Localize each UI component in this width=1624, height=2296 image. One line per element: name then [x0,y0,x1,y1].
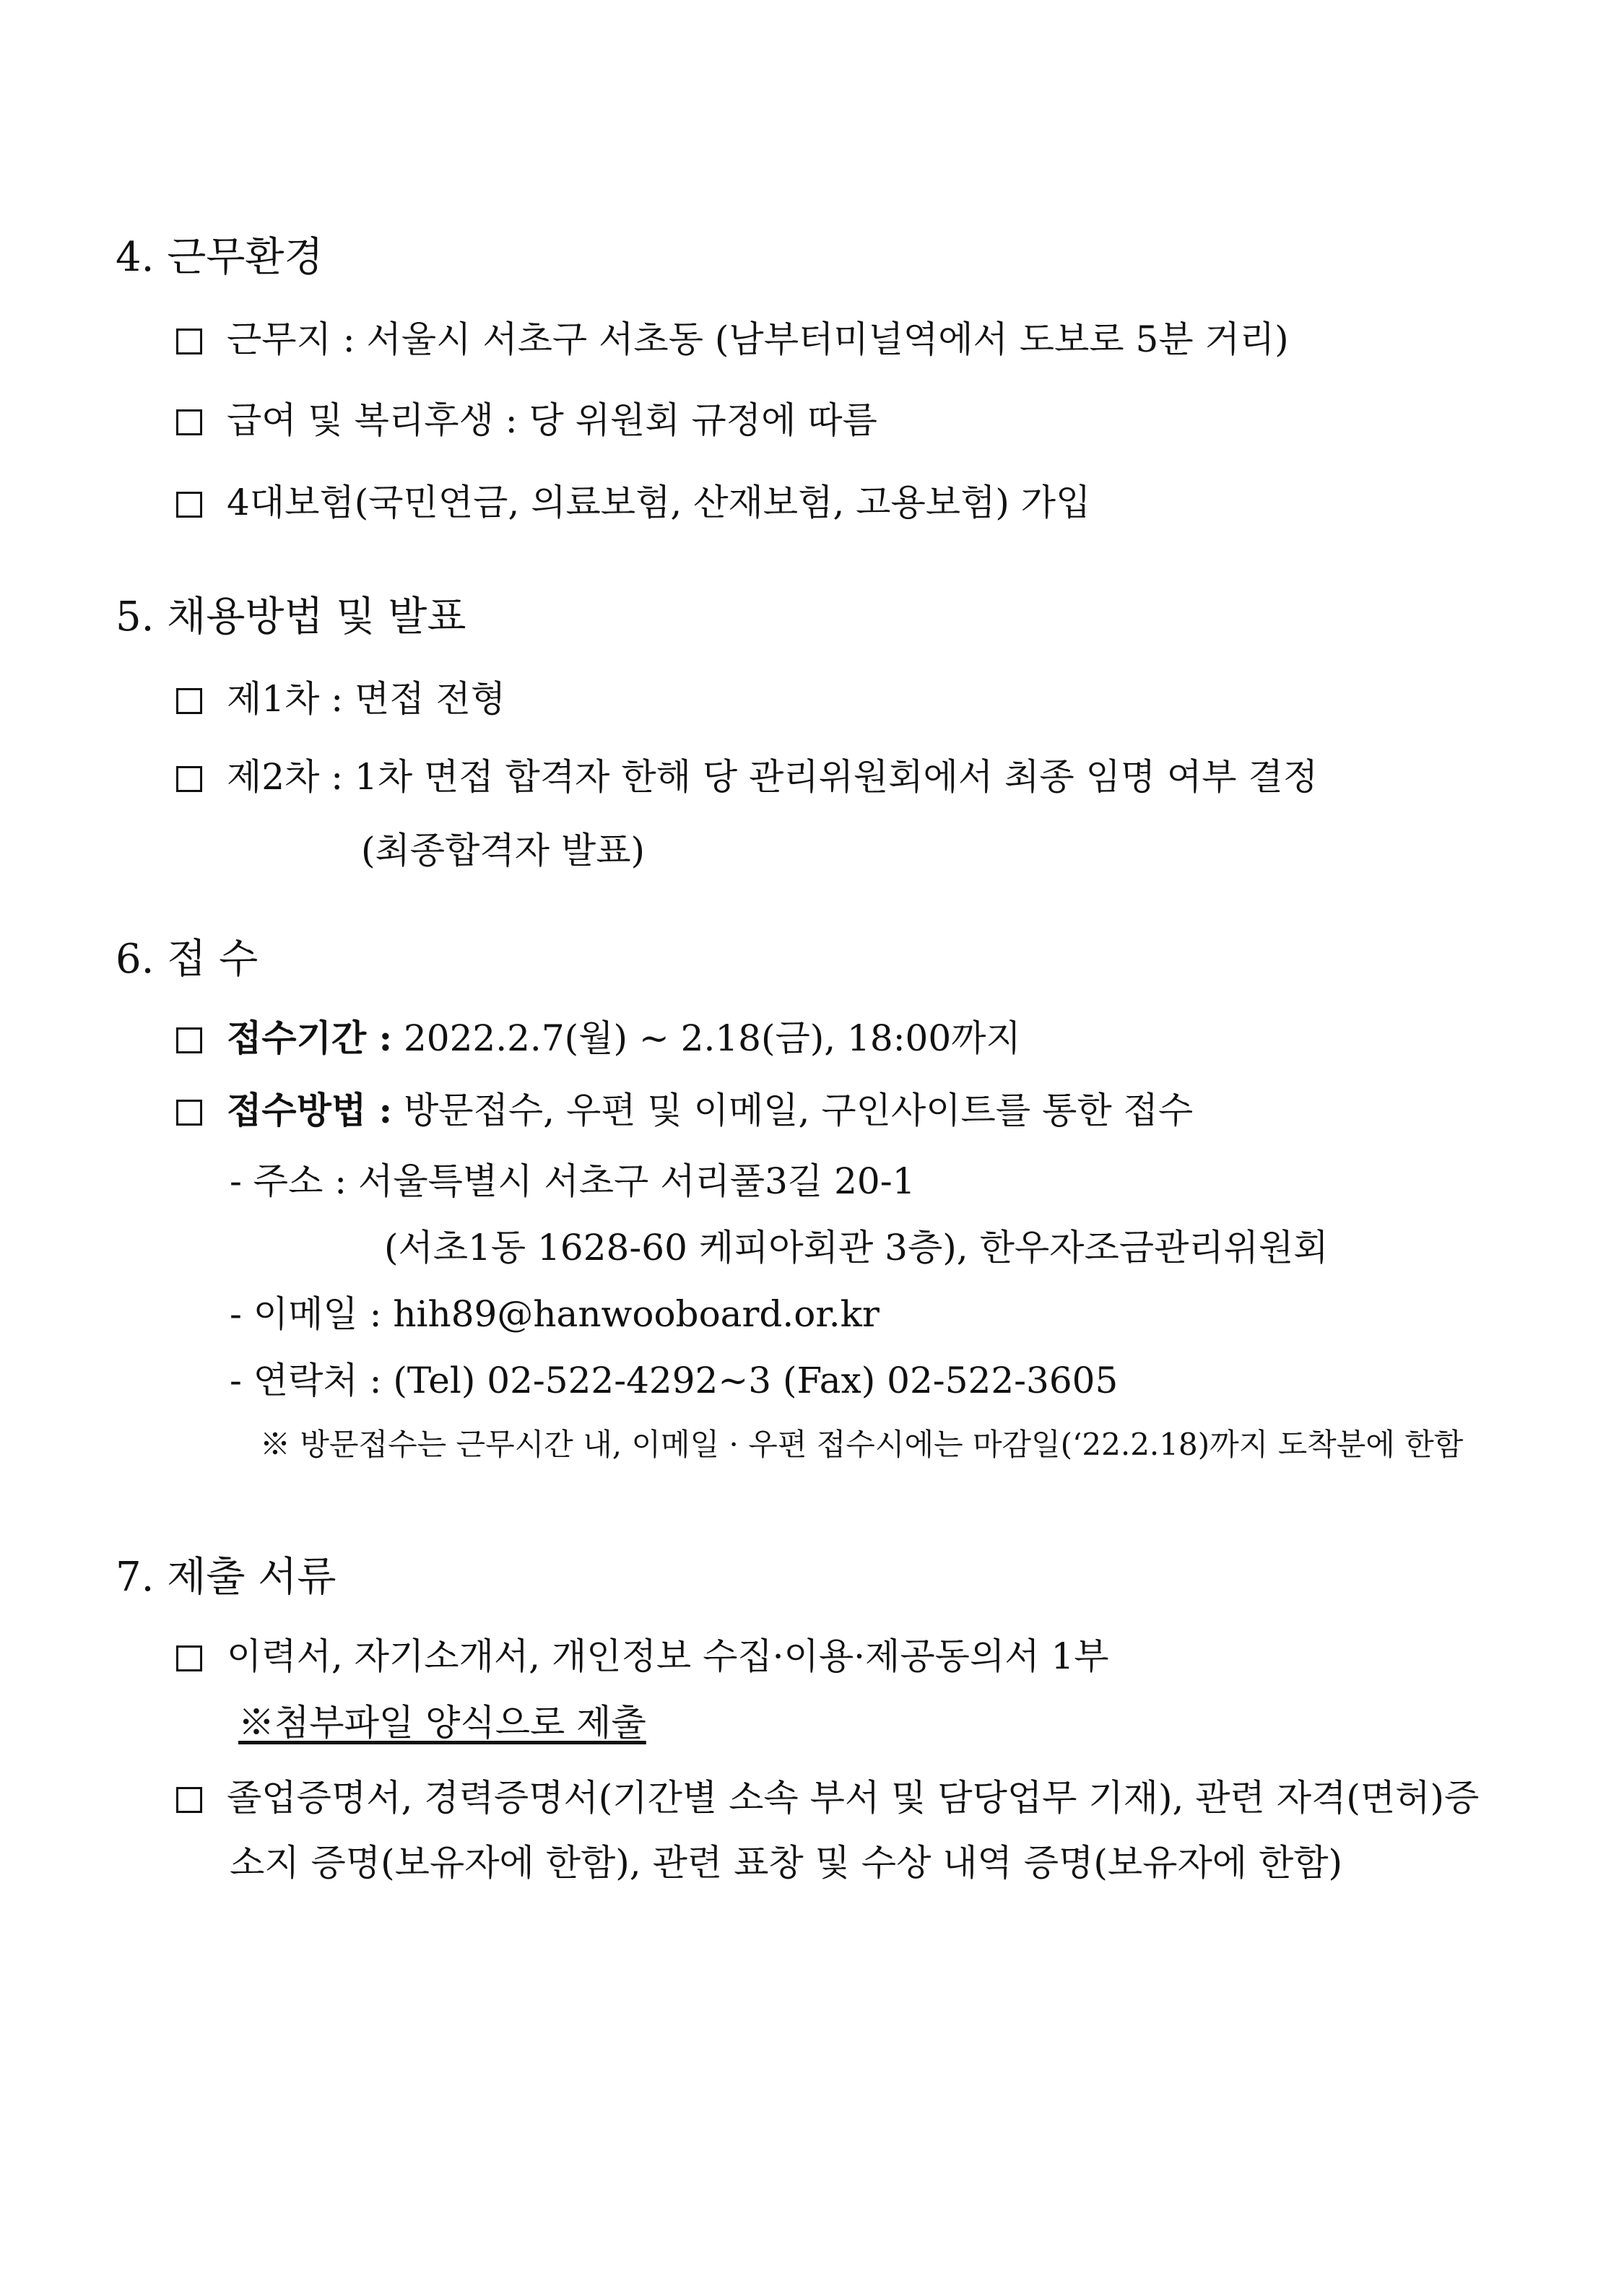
list-item [176,748,1318,800]
period-label: 접수기간 : [227,1017,393,1059]
method-label: 접수방법 : [227,1089,393,1131]
method-value: 방문접수, 우편 및 이메일, 구인사이트를 통한 접수 [403,1090,1194,1131]
list-item-text: 제1차 : 면접 전형 [227,678,506,720]
email-line: - 이메일 : hih89@hanwooboard.or.kr [230,1293,880,1335]
list-item-continuation: (최종합격자 발표) [361,830,646,871]
section-6-heading: 6. 접 수 [116,936,259,983]
list-item-text: 제2차 : 1차 면접 합격자 한해 당 관리위원회에서 최종 임명 여부 결정 [227,756,1319,798]
checkbox-icon [176,1027,202,1053]
list-item-text: 이력서, 자기소개서, 개인정보 수집·이용·제공동의서 1부 [227,1635,1109,1677]
checkbox-icon [176,492,202,518]
address-line-2: (서초1동 1628-60 케피아회관 3층), 한우자조금관리위원회 [384,1227,1329,1269]
list-item [176,670,505,722]
checkbox-icon [176,1100,202,1126]
submission-note: ※ 방문접수는 근무시간 내, 이메일 · 우편 접수시에는 마감일(‘22.2.18)까지 도착분에 한함 [260,1427,1464,1462]
list-item [176,1082,1193,1134]
checkbox-icon [176,1787,202,1813]
checkbox-icon [176,1645,202,1671]
checkbox-icon [176,688,202,714]
section-7-heading: 7. 제출 서류 [116,1554,336,1601]
list-item [176,310,1289,362]
checkbox-icon [176,409,202,435]
checkbox-icon [176,329,202,355]
section-4-heading: 4. 근무환경 [116,234,324,281]
list-item [176,474,1090,526]
list-item-text: 4대보험(국민연금, 의료보험, 산재보험, 고용보험) 가입 [227,482,1091,523]
checkbox-icon [176,766,202,792]
list-item-text: 급여 및 복리후생 : 당 위원회 규정에 따름 [227,399,877,441]
attachment-note: ※첨부파일 양식으로 제출 [238,1702,646,1744]
list-item [176,1627,1109,1679]
list-item [176,1009,1021,1061]
list-item-continuation: 소지 증명(보유자에 한함), 관련 표창 및 수상 내역 증명(보유자에 한함) [230,1842,1343,1884]
period-value: 2022.2.7(월) ~ 2.18(금), 18:00까지 [403,1017,1021,1059]
contact-line: - 연락처 : (Tel) 02-522-4292~3 (Fax) 02-522-3605 [230,1360,1119,1401]
address-line-1: - 주소 : 서울특별시 서초구 서리풀3길 20-1 [230,1160,916,1202]
list-item-text: 근무지 : 서울시 서초구 서초동 (남부터미널역에서 도보로 5분 거리) [227,318,1289,360]
list-item-text: 졸업증명서, 경력증명서(기간별 소속 부서 및 담당업무 기재), 관련 자격(면허)증 [227,1777,1480,1819]
section-5-heading: 5. 채용방법 및 발표 [116,593,466,640]
list-item [176,1769,1479,1821]
list-item [176,391,877,443]
